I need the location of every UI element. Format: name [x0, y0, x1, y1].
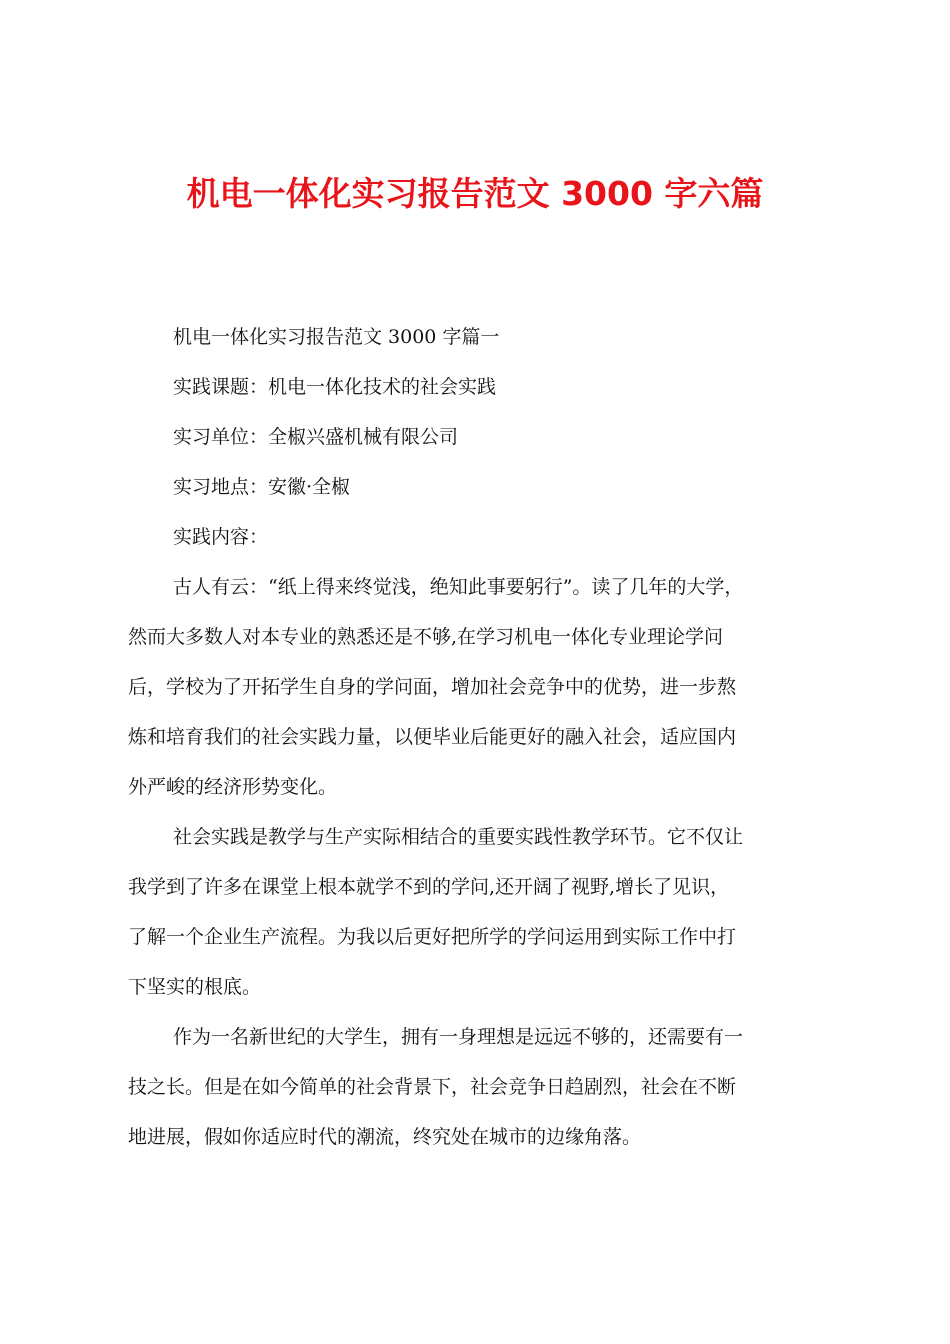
- paragraph-3: [128, 1017, 831, 1167]
- header-line-unit: 实习单位：全椒兴盛机械有限公司: [173, 426, 459, 448]
- paragraph-line: 后，学校为了开拓学生自身的学问面，增加社会竞争中的优势，进一步熬: [128, 676, 737, 698]
- paragraph-line: 了解一个企业生产流程。为我以后更好把所学的学问运用到实际工作中打: [128, 926, 737, 948]
- paragraph-line: 我学到了许多在课堂上根本就学不到的学问,还开阔了视野,增长了见识，: [128, 876, 730, 898]
- paragraph-2: [128, 817, 831, 1017]
- paragraph-line: 下坚实的根底。: [128, 976, 262, 998]
- document-title: 机电一体化实习报告范文 3000 字六篇: [186, 174, 764, 213]
- paragraph-line: 作为一名新世纪的大学生，拥有一身理想是远远不够的，还需要有一: [173, 1026, 744, 1048]
- paragraph-1: [128, 567, 831, 817]
- header-line-subtitle: 机电一体化实习报告范文 3000 字篇一: [173, 326, 500, 348]
- paragraph-line: 外严峻的经济形势变化。: [128, 776, 338, 798]
- paragraph-line: 技之长。但是在如今简单的社会背景下，社会竞争日趋剧烈，社会在不断: [128, 1076, 737, 1098]
- paragraph-line: 古人有云：“纸上得来终觉浅，绝知此事要躬行”。读了几年的大学，: [173, 576, 744, 598]
- document-body: [128, 317, 831, 1167]
- header-line-content: 实践内容：: [173, 526, 269, 548]
- paragraph-line: 炼和培育我们的社会实践力量，以便毕业后能更好的融入社会，适应国内: [128, 726, 737, 748]
- paragraph-line: 地进展，假如你适应时代的潮流，终究处在城市的边缘角落。: [128, 1126, 642, 1148]
- header-line-location: 实习地点：安徽·全椒: [173, 476, 351, 498]
- paragraph-line: 社会实践是教学与生产实际相结合的重要实践性教学环节。它不仅让: [173, 826, 744, 848]
- paragraph-line: 然而大多数人对本专业的熟悉还是不够,在学习机电一体化专业理论学问: [128, 626, 724, 648]
- header-line-topic: 实践课题：机电一体化技术的社会实践: [173, 376, 497, 398]
